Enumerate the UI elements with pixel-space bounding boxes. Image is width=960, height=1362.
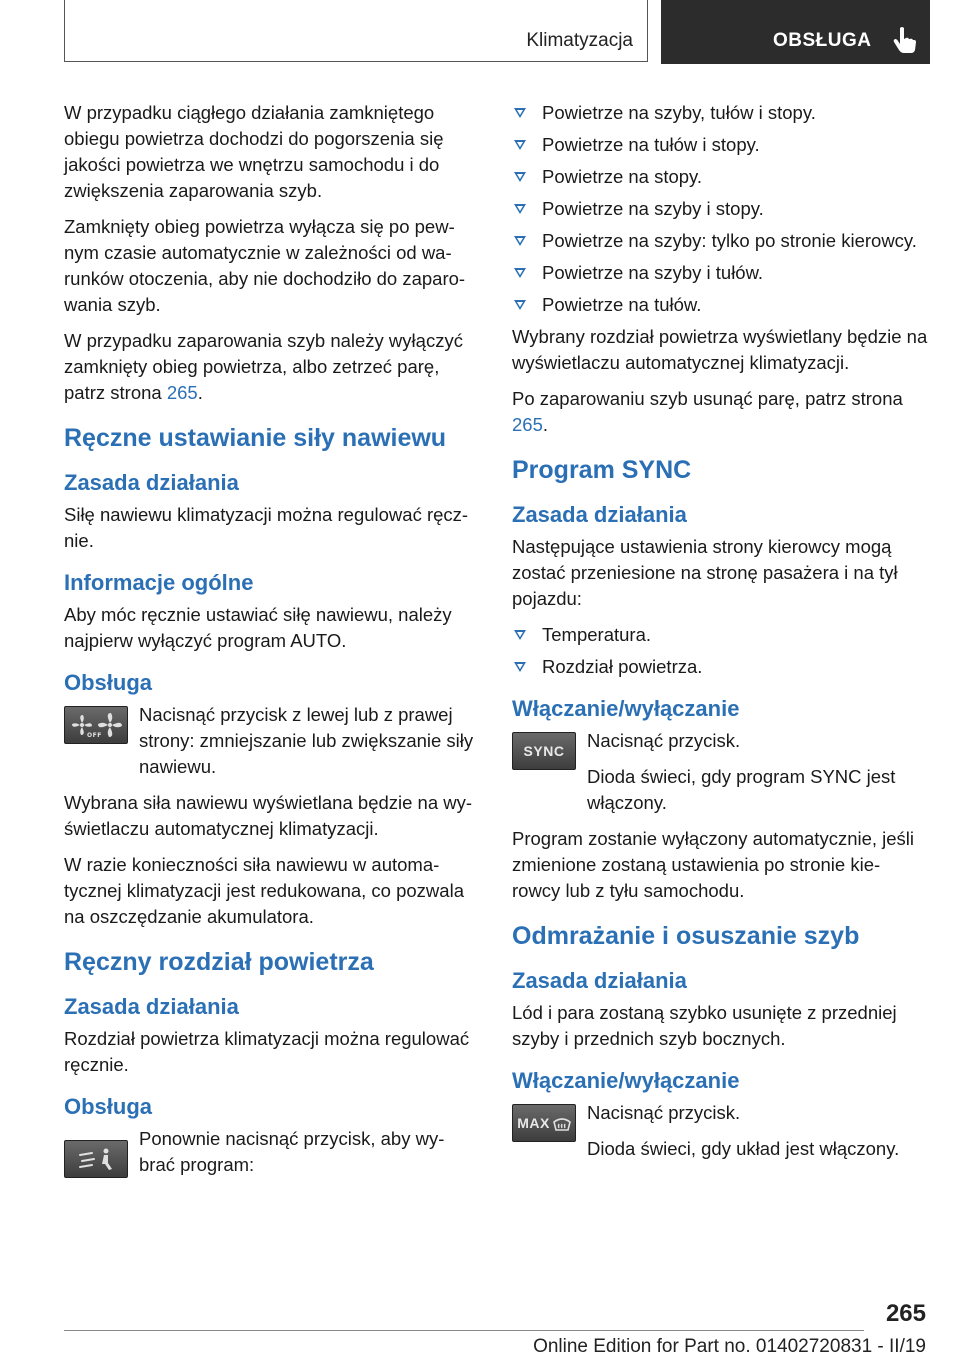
paragraph: Dioda świeci, gdy program SYNC jest włączony. [587,766,896,813]
page-header [64,0,930,64]
windshield-defrost-icon [553,1114,571,1132]
sync-items-list [512,622,928,680]
paragraph: Rozdział powietrza klimatyzacji można regulować ręcznie. [64,1028,470,1075]
fan-icon [68,711,124,739]
max-button-label: MAX [517,1115,550,1131]
paragraph-text: W przypadku zaparowania szyb należy wyłączyć zamknięty obieg powietrza, albo zetrzeć parę, patrz strona [64,330,463,403]
subsection-heading: Zasada działania [64,470,239,495]
triangle-bullet-icon [514,630,526,640]
hand-pointer-icon [893,26,917,54]
section-heading: Odmrażanie i osuszanie szyb [512,922,860,950]
air-distribution-icon [74,1146,118,1172]
header-tab-label: OBSŁUGA [773,30,872,51]
section-heading: Ręczny rozdział powietrza [64,948,374,976]
sync-button-label: SYNC [523,743,565,759]
paragraph: Ponownie nacisnąć przycisk, aby wy‐brać program: [139,1128,445,1175]
triangle-bullet-icon [514,300,526,310]
footer-edition: Online Edition for Part no. 01402720831 - II/19 [533,1336,926,1357]
paragraph: W przypadku ciągłego działania zamkniętego obiegu powietrza dochodzi do pogorszenia się jakości powietrza we wnętrzu samochodu i do zwiększenia zaparowania szyb. [64,102,444,201]
left-column [64,100,480,1182]
triangle-bullet-icon [514,236,526,246]
air-distribution-button-row [64,1126,480,1182]
paragraph: Dioda świeci, gdy układ jest włączony. [587,1138,900,1159]
paragraph [512,386,928,438]
triangle-bullet-icon [514,268,526,278]
max-defrost-button-row [512,1100,928,1162]
triangle-bullet-icon [514,108,526,118]
list-item: Temperatura. [512,622,928,648]
paragraph: Lód i para zostaną szybko usunięte z przedniej szyby i przednich szyb bocznych. [512,1002,897,1049]
subsection-heading: Zasada działania [512,968,687,993]
subsection-heading: Włączanie/wyłączanie [512,1068,740,1093]
paragraph: Siłę nawiewu klimatyzacji można regulować ręcz‐nie. [64,504,469,551]
subsection-heading: Obsługa [64,1094,153,1119]
list-item: Powietrze na szyby i stopy. [512,196,928,222]
paragraph: Nacisnąć przycisk. [587,730,741,751]
svg-text:OFF: OFF [87,732,102,739]
subsection-heading: Informacje ogólne [64,570,254,595]
air-distribution-button-image [64,1140,128,1178]
section-heading: Ręczne ustawianie siły nawiewu [64,424,447,452]
subsection-heading: Zasada działania [64,994,239,1019]
list-item: Powietrze na szyby i tułów. [512,260,928,286]
triangle-bullet-icon [514,140,526,150]
subsection-heading: Włączanie/wyłączanie [512,696,740,721]
list-item: Powietrze na tułów i stopy. [512,132,928,158]
list-item: Powietrze na szyby: tylko po stronie kierowcy. [512,228,928,254]
paragraph [64,328,480,406]
triangle-bullet-icon [514,204,526,214]
list-item: Powietrze na szyby, tułów i stopy. [512,100,928,126]
sync-button-image [512,732,576,770]
paragraph: Program zostanie wyłączony automatycznie, jeśli zmienione zostaną ustawienia po stronie kie‐rowcy lub z tyłu samochodu. [512,828,915,901]
header-section-box [64,0,648,62]
sync-button-row [512,728,928,816]
paragraph-end: . [542,414,549,435]
paragraph: Wybrany rozdział powietrza wyświetlany będzie na wyświetlaczu automatycznej klimatyzacji. [512,326,928,373]
fan-speed-button-image [64,706,128,744]
air-distribution-modes-list [512,100,928,318]
paragraph: Nacisnąć przycisk. [587,1102,741,1123]
page-link[interactable]: 265 [166,382,198,403]
paragraph-end: . [197,382,203,403]
triangle-bullet-icon [514,172,526,182]
fan-button-row [64,702,480,780]
list-item: Powietrze na stopy. [512,164,928,190]
list-item: Rozdział powietrza. [512,654,928,680]
max-defrost-button-image [512,1104,576,1142]
right-column [512,100,928,1172]
paragraph: W razie konieczności siła nawiewu w automa‐tycznej klimatyzacji jest redukowana, co pozwala na oszczędzanie akumulatora. [64,854,464,927]
subsection-heading: Zasada działania [512,502,687,527]
page-link[interactable]: 265 [512,414,543,435]
header-section-title: Klimatyzacja [526,30,633,51]
triangle-bullet-icon [514,662,526,672]
subsection-heading: Obsługa [64,670,153,695]
paragraph: Zamknięty obieg powietrza wyłącza się po pew‐nym czasie automatycznie w zależności od wa‐runków otoczenia, aby nie dochodziło do zaparo‐wania szyb. [64,216,466,315]
list-item: Powietrze na tułów. [512,292,928,318]
section-heading: Program SYNC [512,456,692,484]
paragraph: Wybrana siła nawiewu wyświetlana będzie na wy‐świetlaczu automatycznej klimatyzacji. [64,792,473,839]
header-tab [661,0,930,64]
paragraph: Nacisnąć przycisk z lewej lub z prawej strony: zmniejszanie lub zwiększanie siły nawiewu. [139,704,474,777]
footer-divider [64,1330,864,1331]
paragraph: Następujące ustawienia strony kierowcy mogą zostać przeniesione na stronę pasażera i na tył pojazdu: [512,536,898,609]
page-number: 265 [885,1300,926,1327]
paragraph: Aby móc ręcznie ustawiać siłę nawiewu, należy najpierw wyłączyć program AUTO. [64,604,452,651]
paragraph-text: Po zaparowaniu szyb usunąć parę, patrz strona [512,388,903,409]
